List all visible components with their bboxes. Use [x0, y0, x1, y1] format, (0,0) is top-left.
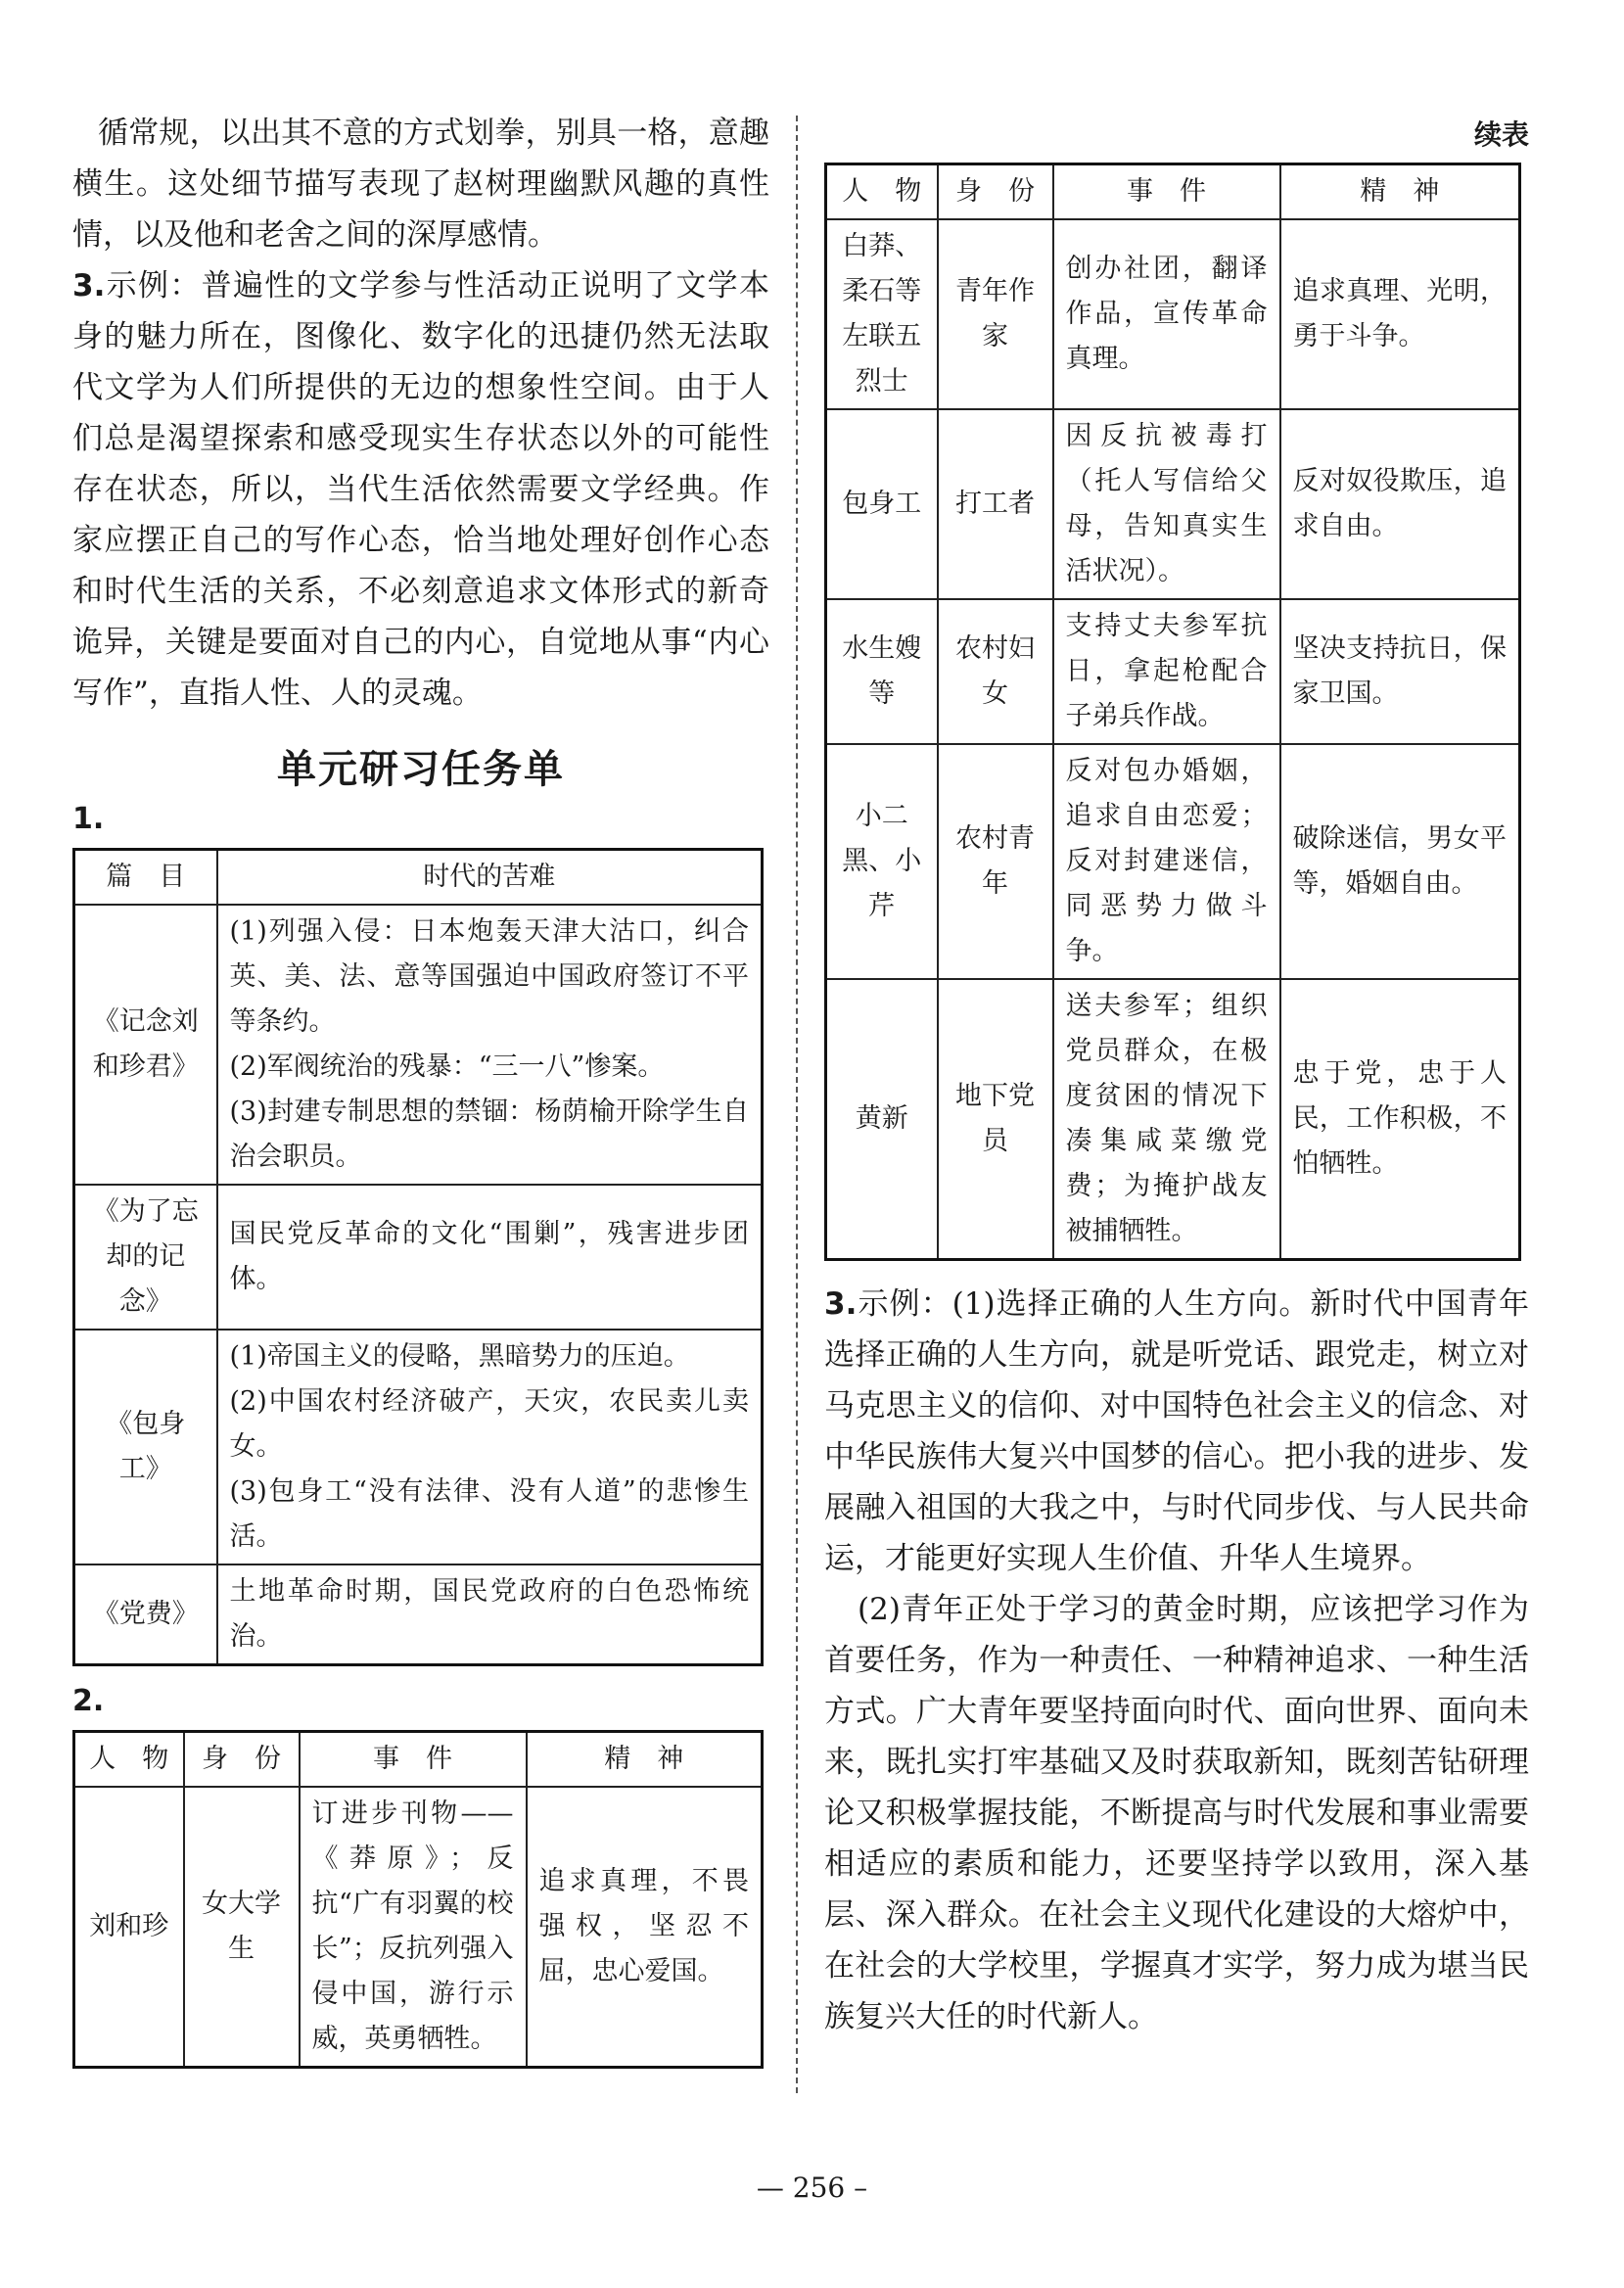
row1-person: 白莽、柔石等左联五烈士 [826, 219, 938, 409]
table-row [826, 744, 1520, 979]
right-item-3-p1 [824, 1279, 1529, 1584]
row3-event: 支持丈夫参军抗日，拿起枪配合子弟兵作战。 [1053, 599, 1280, 744]
q2-header-identity: 身 份 [184, 1732, 300, 1788]
row5-event: 送夫参军；组织党员群众，在极度贫困的情况下凑集咸菜缴党费；为掩护战友被捕牺牲。 [1053, 979, 1280, 1260]
q1-row3-line2: (2)中国农村经济破产，天灾，农民卖儿卖女。 [229, 1386, 749, 1462]
table-row [74, 1330, 763, 1564]
q1-header-suffering: 时代的苦难 [217, 850, 763, 906]
left-column [72, 108, 769, 2069]
row3-identity: 农村妇女 [938, 599, 1053, 744]
left-item-3 [72, 260, 769, 719]
page-number: — 256 – [756, 2171, 868, 2204]
row5-identity: 地下党员 [938, 979, 1053, 1260]
row2-identity: 打工者 [938, 409, 1053, 599]
q1-row3-line1: (1)帝国主义的侵略，黑暗势力的压迫。 [229, 1341, 690, 1372]
row5-person: 黄新 [826, 979, 938, 1260]
right-item-3 [824, 1279, 1529, 2042]
q2-table [72, 1730, 764, 2069]
q1-row3-title: 《包身工》 [74, 1330, 217, 1564]
row3-spirit: 坚决支持抗日，保家卫国。 [1280, 599, 1520, 744]
row2-event: 因反抗被毒打（托人写信给父母，告知真实生活状况）。 [1053, 409, 1280, 599]
q2-row1-person: 刘和珍 [74, 1787, 184, 2068]
table-row [826, 599, 1520, 744]
q1-row1-content [217, 905, 763, 1185]
continued-header-event: 事 件 [1053, 164, 1280, 220]
q1-table [72, 848, 764, 1666]
q1-row1-title: 《记念刘和珍君》 [74, 905, 217, 1185]
table-row [74, 1787, 763, 2068]
q1-row2-line1: 国民党反革命的文化“围剿”，残害进步团体。 [229, 1219, 749, 1294]
q2-header-spirit: 精 神 [527, 1732, 763, 1788]
right-item-3-p2: (2)青年正处于学习的黄金时期，应该把学习作为首要任务，作为一种责任、一种精神追求、一种生活方式。广大青年要坚持面向时代、面向世界、面向未来，既扎实打牢基础又及时获取新知，既刻苦钻研理论又积极掌握技能，不断提高与时代发展和事业需要相适应的素质和能力，还要坚持学以致用，深入基层、深入群众。在社会主义现代化建设的大熔炉中，在社会的大学校里，学握真才实学，努力成为堪当民族复兴大任的时代新人。 [824, 1592, 1529, 2034]
q2-row1-spirit: 追求真理，不畏强权，坚忍不屈，忠心爱国。 [527, 1787, 763, 2068]
row5-spirit: 忠于党，忠于人民，工作积极，不怕牺牲。 [1280, 979, 1520, 1260]
continued-header-spirit: 精 神 [1280, 164, 1520, 220]
row4-spirit: 破除迷信，男女平等，婚姻自由。 [1280, 744, 1520, 979]
q2-header-person: 人 物 [74, 1732, 184, 1788]
left-item-3-number: 3. [72, 268, 106, 304]
table-row [74, 905, 763, 1185]
q1-row3-line3: (3)包身工“没有法律、没有人道”的悲惨生活。 [229, 1476, 749, 1552]
q1-row2-content [217, 1185, 763, 1330]
table-row [826, 409, 1520, 599]
q2-number: 2. [72, 1684, 105, 1718]
row2-spirit: 反对奴役欺压，追求自由。 [1280, 409, 1520, 599]
row1-identity: 青年作家 [938, 219, 1053, 409]
q2-header-event: 事 件 [300, 1732, 527, 1788]
q1-header-title: 篇 目 [74, 850, 217, 906]
continued-header-identity: 身 份 [938, 164, 1053, 220]
q1-row2-title: 《为了忘却的记念》 [74, 1185, 217, 1330]
table-row [826, 219, 1520, 409]
q2-header-row [74, 1732, 763, 1788]
q2-row1-event: 订进步刊物——《莽原》；反抗“广有羽翼的校长”；反抗列强入侵中国，游行示威，英勇牺牲。 [300, 1787, 527, 2068]
row1-spirit: 追求真理、光明，勇于斗争。 [1280, 219, 1520, 409]
q1-row1-line1: (1)列强入侵：日本炮轰天津大沽口，纠合英、美、法、意等国强迫中国政府签订不平等条约。 [229, 916, 749, 1037]
row4-person: 小二黑、小芹 [826, 744, 938, 979]
q1-number: 1. [72, 802, 105, 836]
table-row [74, 1564, 763, 1665]
continued-table [824, 163, 1521, 1261]
right-column [824, 114, 1529, 2042]
left-item-3-text: 示例：普遍性的文学参与性活动正说明了文学本身的魅力所在，图像化、数字化的迅捷仍然无法取代文学为人们所提供的无边的想象性空间。由于人们总是渴望探索和感受现实生存状态以外的可能性存在状态，所以，当代生活依然需要文学经典。作家应摆正自己的写作心态，恰当地处理好创作心态和时代生活的关系，不必刻意追求文体形式的新奇诡异，关键是要面对自己的内心，自觉地从事“内心写作”，直指人性、人的灵魂。 [72, 268, 769, 711]
q1-row1-line3: (3)封建专制思想的禁锢：杨荫榆开除学生自治会职员。 [229, 1097, 749, 1172]
row1-event: 创办社团，翻译作品，宣传革命真理。 [1053, 219, 1280, 409]
row2-person: 包身工 [826, 409, 938, 599]
table-row [74, 1185, 763, 1330]
q1-row4-line1: 土地革命时期，国民党政府的白色恐怖统治。 [229, 1576, 749, 1652]
row3-person: 水生嫂等 [826, 599, 938, 744]
continued-header-person: 人 物 [826, 164, 938, 220]
continued-table-label: 续表 [1473, 118, 1529, 151]
right-item-3-number: 3. [824, 1286, 858, 1322]
section-title: 单元研习任务单 [277, 747, 565, 792]
q1-row4-content [217, 1564, 763, 1665]
column-divider [796, 116, 798, 2093]
intro-paragraph: 循常规，以出其不意的方式划拳，别具一格，意趣横生。这处细节描写表现了赵树理幽默风趣的真性情，以及他和老舍之间的深厚感情。 [72, 116, 769, 253]
q1-row4-title: 《党费》 [74, 1564, 217, 1665]
continued-header-row [826, 164, 1520, 220]
right-item-3-p1-text: 示例：(1)选择正确的人生方向。新时代中国青年选择正确的人生方向，就是听党话、跟党走，树立对马克思主义的信仰、对中国特色社会主义的信念、对中华民族伟大复兴中国梦的信心。把小我的进步、发展融入祖国的大我之中，与时代同步伐、与人民共命运，才能更好实现人生价值、升华人生境界。 [824, 1286, 1529, 1576]
row4-event: 反对包办婚姻，追求自由恋爱；反对封建迷信，同恶势力做斗争。 [1053, 744, 1280, 979]
row4-identity: 农村青年 [938, 744, 1053, 979]
q1-row3-content [217, 1330, 763, 1564]
table-row [826, 979, 1520, 1260]
q1-row1-line2: (2)军阀统治的残暴：“三一八”惨案。 [229, 1051, 665, 1082]
q1-header-row [74, 850, 763, 906]
q2-row1-identity: 女大学生 [184, 1787, 300, 2068]
